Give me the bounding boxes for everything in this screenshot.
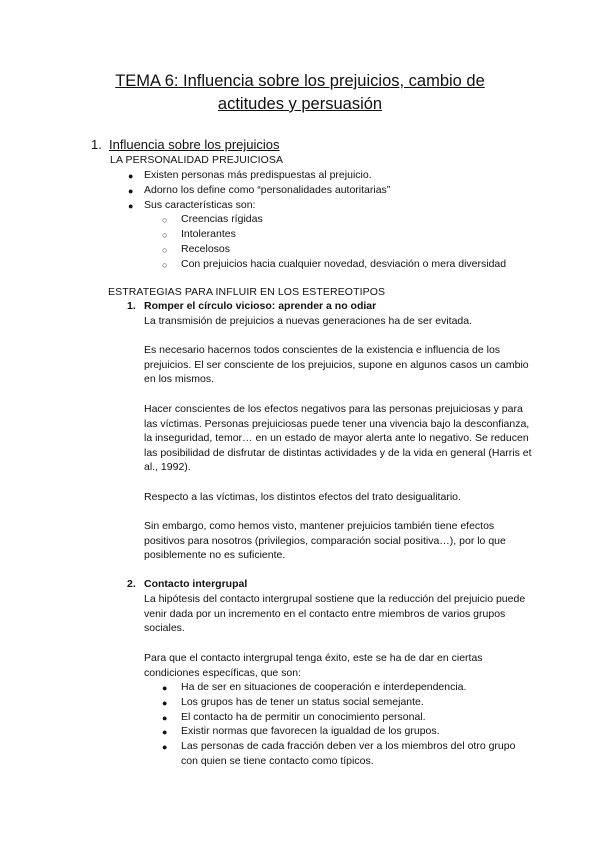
sub-bullet-item: Recelosos [181,243,231,255]
section-number: 1. [91,137,102,152]
bullet-dot-icon: ● [128,171,134,181]
bullet-item: Los grupos has de tener un status social semejante. [181,696,424,708]
bullet-item: Ha de ser en situaciones de cooperación e interdependencia. [181,681,467,693]
item-title: Romper el círculo vicioso: aprender a no odiar [144,300,377,312]
section-heading-text: Influencia sobre los prejuicios [109,137,280,152]
circle-bullet-icon: ○ [162,215,168,225]
bullet-dot-icon: ● [162,727,168,737]
paragraph: Para que el contacto intergrupal tenga éxito, este se ha de dar en ciertas condiciones específicas, que son: [144,652,483,679]
section-heading [91,137,280,152]
bullet-dot-icon: ● [162,698,168,708]
item-number: 1. [127,300,136,312]
item-number: 2. [127,578,136,590]
paragraph: Respecto a las víctimas, los distintos efectos del trato desigualitario. [144,491,461,503]
document-title-line-1: TEMA 6: Influencia sobre los prejuicios, cambio de [115,72,485,90]
sub-bullet-item: Creencias rígidas [181,213,263,225]
circle-bullet-icon: ○ [162,245,168,255]
bullet-dot-icon: ● [162,742,168,752]
bullet-item: El contacto ha de permitir un conocimiento personal. [181,711,426,723]
circle-bullet-icon: ○ [162,260,168,270]
paragraph: Hacer conscientes de los efectos negativos para las personas prejuiciosas y para las víctimas. Personas prejuiciosas puede tener una vivencia bajo la desconfianza, la inseguridad, temor… en un estado de mayor alerta ante lo negativo. Se reducen las posibilidad de disfrutar de distintas actividades y de la vida en general (Harris et al., 1992). [144,403,532,474]
paragraph: Sin embargo, como hemos visto, mantener prejuicios también tiene efectos positivos para nosotros (privilegios, comparación social positiva…), por lo que posiblemente no es suficiente. [144,520,506,562]
paragraph: La transmisión de prejuicios a nuevas generaciones ha de ser evitada. [144,315,473,327]
bullet-dot-icon: ● [162,713,168,723]
item-title: Contacto intergrupal [144,578,248,590]
bullet-dot-icon: ● [162,683,168,693]
bullet-item: Sus características son: [144,199,256,211]
bullet-dot-icon: ● [128,186,134,196]
bullet-item: Existir normas que favorecen la igualdad de los grupos. [181,725,440,737]
paragraph: Es necesario hacernos todos conscientes de la existencia e influencia de los prejuicios. El ser consciente de los prejuicios, supone en algunos casos un cambio en los mismos. [144,344,529,386]
bullet-dot-icon: ● [128,201,134,211]
subheading-estrategias: ESTRATEGIAS PARA INFLUIR EN LOS ESTEREOTIPOS [108,286,386,298]
bullet-item: Adorno los define como “personalidades autoritarias” [144,184,391,196]
circle-bullet-icon: ○ [162,230,168,240]
sub-bullet-item: Con prejuicios hacia cualquier novedad, desviación o mera diversidad [181,258,507,270]
paragraph: La hipótesis del contacto intergrupal sostiene que la reducción del prejuicio puede venir dada por un incremento en el contacto entre miembros de varios grupos sociales. [144,593,526,635]
bullet-item: Las personas de cada fracción deben ver a los miembros del otro grupo con quien se tiene contacto como típicos. [181,740,516,767]
sub-bullet-item: Intolerantes [181,228,236,240]
subheading-personalidad: LA PERSONALIDAD PREJUICIOSA [110,154,284,166]
bullet-item: Existen personas más predispuestas al prejuicio. [144,169,372,181]
document-title-line-2: actitudes y persuasión [217,95,383,113]
